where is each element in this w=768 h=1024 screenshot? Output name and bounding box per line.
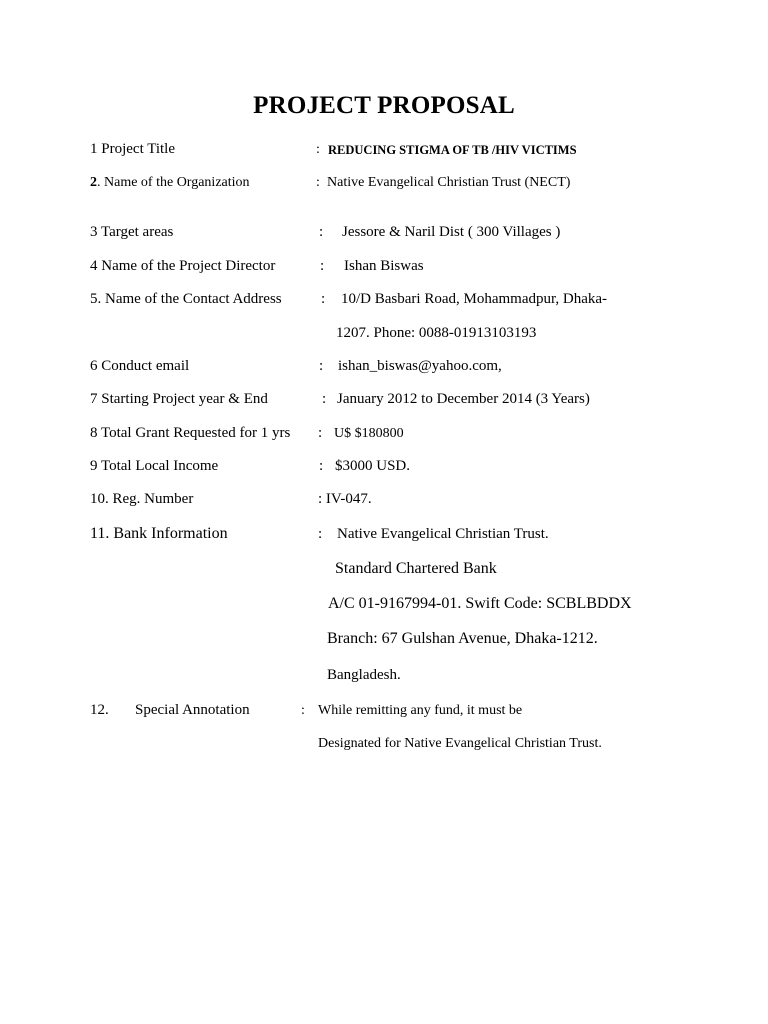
row-3-colon: : [319,224,324,240]
row-11-label: 11. Bank Information [90,525,228,542]
row-2-number: 2 [90,175,97,190]
bank-name: Standard Chartered Bank [335,560,497,577]
row-8-value: U$ $180800 [334,426,404,441]
row-10-value: : IV-047. [318,491,372,507]
row-7-colon: : [322,391,327,407]
row-5-label: 5. Name of the Contact Address [90,291,282,307]
row-5-value: 10/D Basbari Road, Mohammadpur, Dhaka- [341,291,608,307]
row-4-label: 4 Name of the Project Director [90,258,276,274]
row-12-label: Special Annotation [135,702,250,718]
row-3-label: 3 Target areas [90,224,174,240]
row-4-colon: : [320,258,325,274]
row-9-colon: : [319,458,324,474]
row-6-value: ishan_biswas@yahoo.com, [338,358,502,374]
row-4-value: Ishan Biswas [344,258,424,274]
row-5-colon: : [321,291,326,307]
row-7-value: January 2012 to December 2014 (3 Years) [337,391,590,407]
row-12-value-cont: Designated for Native Evangelical Christian Trust. [318,736,602,751]
row-6-label: 6 Conduct email [90,358,190,374]
row-7-label: 7 Starting Project year & End [90,391,268,407]
row-9-value: $3000 USD. [335,458,411,474]
row-1-value: REDUCING STIGMA OF TB /HIV VICTIMS [328,143,577,157]
page-title: PROJECT PROPOSAL [253,92,515,119]
row-5-value-cont: 1207. Phone: 0088-01913103193 [336,325,537,341]
row-8-label: 8 Total Grant Requested for 1 yrs [90,425,291,441]
row-11-value: Native Evangelical Christian Trust. [337,526,549,542]
row-6-colon: : [319,358,324,374]
row-1-label: 1 Project Title [90,141,176,157]
row-1-colon: : [316,142,320,157]
row-12-colon: : [301,703,305,718]
row-2-colon: : [316,175,320,190]
row-9-label: 9 Total Local Income [90,458,219,474]
row-2-label: . Name of the Organization [97,175,250,190]
row-10-label: 10. Reg. Number [90,491,194,507]
row-8-colon: : [318,425,323,441]
row-3-value: Jessore & Naril Dist ( 300 Villages ) [342,224,561,240]
row-12-number: 12. [90,702,109,718]
bank-account: A/C 01-9167994-01. Swift Code: SCBLBDDX [328,595,632,612]
row-11-colon: : [318,526,323,542]
bank-branch: Branch: 67 Gulshan Avenue, Dhaka-1212. [327,630,598,647]
row-12-value: While remitting any fund, it must be [318,703,523,718]
row-2-value: Native Evangelical Christian Trust (NECT) [327,175,571,190]
bank-country: Bangladesh. [327,667,401,683]
